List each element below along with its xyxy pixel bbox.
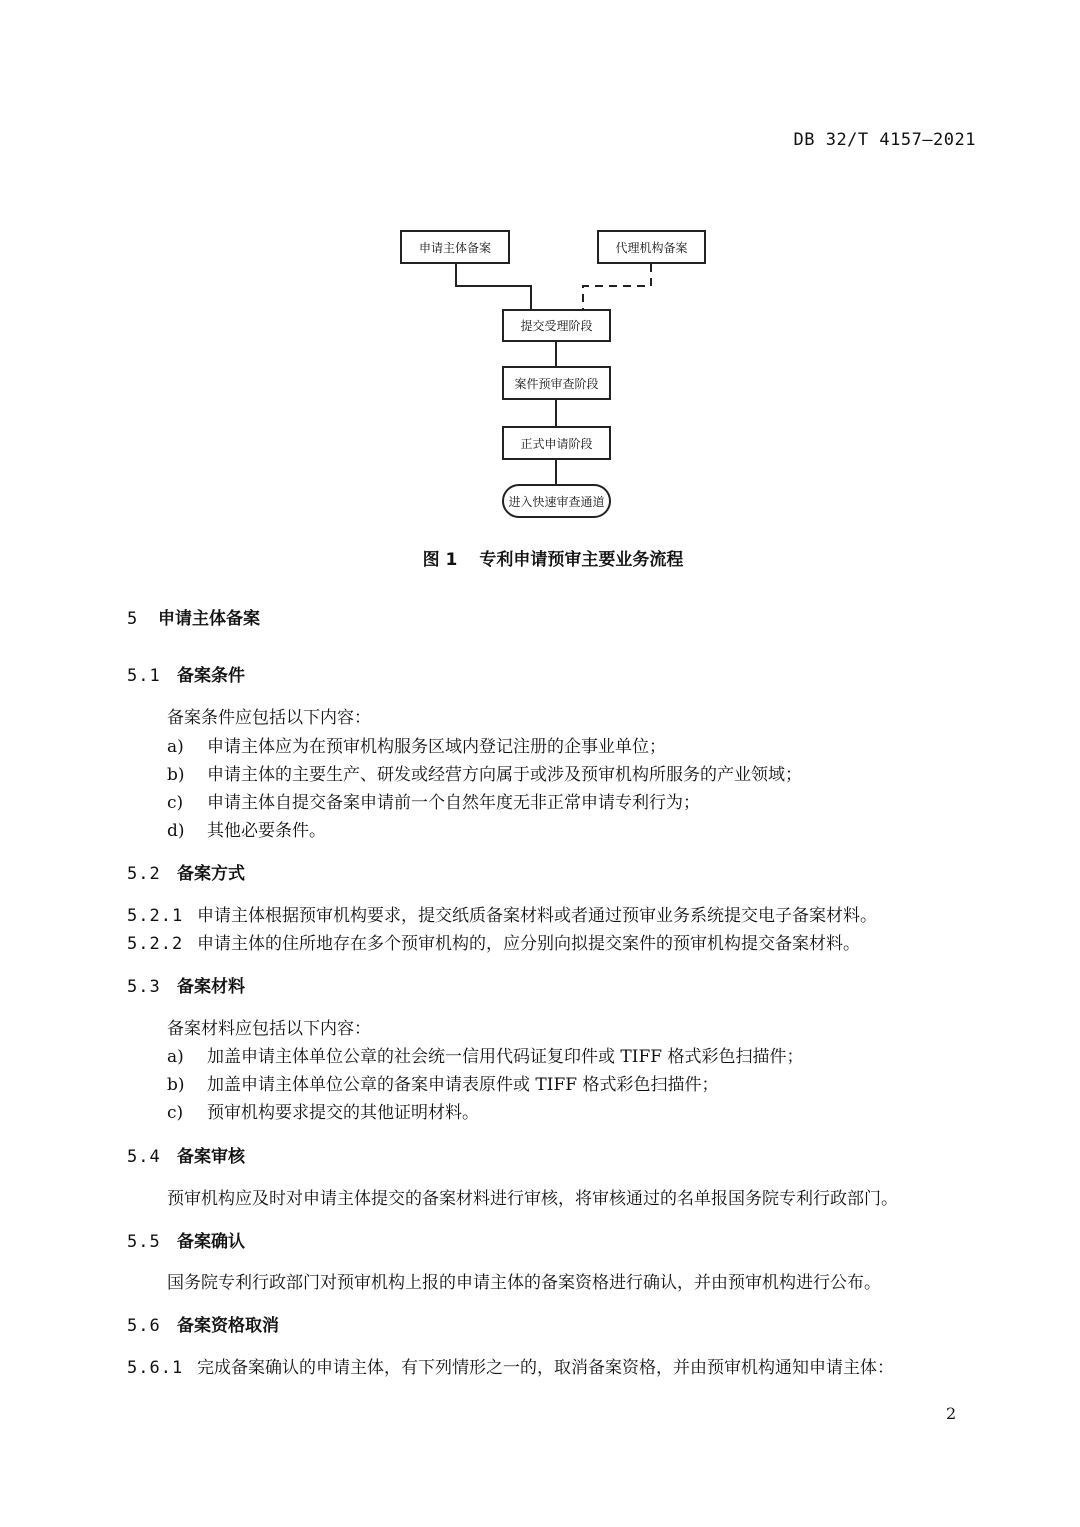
section-5-5-heading <box>127 1227 245 1252</box>
list-item <box>167 1042 803 1067</box>
flow-node-fast-track: 进入快速审查通道 <box>502 484 611 518</box>
list-text: 加盖申请主体单位公章的备案申请表原件或 TIFF 格式彩色扫描件； <box>207 1075 719 1095</box>
section-5-4-text: 预审机构应及时对申请主体提交的备案材料进行审核，将审核通过的名单报国务院专利行政部门。 <box>167 1189 898 1209</box>
connector-agency-to-submit <box>583 264 651 309</box>
clause-number: 5.2.2 <box>127 934 184 954</box>
flow-node-agency-filing: 代理机构备案 <box>597 230 706 264</box>
list-marker: a) <box>167 1047 184 1067</box>
list-text: 其他必要条件。 <box>207 821 326 841</box>
list-item <box>167 1070 718 1095</box>
list-marker: b) <box>167 1075 185 1095</box>
section-number: 5.2 <box>127 864 161 884</box>
section-number: 5.6 <box>127 1316 161 1336</box>
clause-text: 申请主体根据预审机构要求，提交纸质备案材料或者通过预审业务系统提交电子备案材料。 <box>197 906 877 926</box>
flow-node-pre-exam-stage: 案件预审查阶段 <box>502 366 611 400</box>
page-number: 2 <box>946 1404 957 1423</box>
list-item <box>167 816 326 841</box>
section-5-heading <box>127 604 260 629</box>
clause-number: 5.6.1 <box>127 1358 184 1378</box>
flow-node-submit-stage: 提交受理阶段 <box>502 309 611 342</box>
clause-5-2-1 <box>127 901 877 926</box>
section-number: 5.1 <box>127 666 161 686</box>
section-5-4-heading <box>127 1142 245 1167</box>
clause-number: 5.2.1 <box>127 906 184 926</box>
figure-title: 专利申请预审主要业务流程 <box>479 550 684 570</box>
list-marker: c) <box>167 793 184 813</box>
list-item <box>167 760 802 785</box>
list-item <box>167 1098 479 1123</box>
section-number: 5.4 <box>127 1147 161 1167</box>
section-5-6-heading <box>127 1311 279 1336</box>
section-title: 备案确认 <box>177 1232 245 1252</box>
figure-number: 图 1 <box>422 550 458 570</box>
section-title: 备案审核 <box>177 1147 245 1167</box>
standard-code: DB 32/T 4157—2021 <box>793 130 976 150</box>
section-title: 备案条件 <box>177 666 245 686</box>
connector-applicant-to-submit <box>456 264 531 309</box>
list-text: 申请主体自提交备案申请前一个自然年度无非正常申请专利行为； <box>207 793 700 813</box>
list-text: 申请主体的主要生产、研发或经营方向属于或涉及预审机构所服务的产业领域； <box>207 765 802 785</box>
clause-5-2-2 <box>127 929 860 954</box>
list-marker: d) <box>167 821 185 841</box>
list-marker: c) <box>167 1103 184 1123</box>
section-5-3-heading <box>127 972 245 997</box>
clause-text: 完成备案确认的申请主体，有下列情形之一的，取消备案资格，并由预审机构通知申请主体： <box>197 1358 894 1378</box>
list-marker: b) <box>167 765 185 785</box>
figure-caption <box>0 545 1080 570</box>
section-title: 申请主体备案 <box>158 609 260 629</box>
section-title: 备案资格取消 <box>177 1316 279 1336</box>
section-5-5-text: 国务院专利行政部门对预审机构上报的申请主体的备案资格进行确认，并由预审机构进行公布。 <box>167 1273 881 1293</box>
list-item <box>167 732 666 757</box>
section-title: 备案材料 <box>177 977 245 997</box>
section-number: 5 <box>127 609 139 629</box>
section-5-1-intro: 备案条件应包括以下内容： <box>167 708 371 728</box>
list-item <box>167 788 700 813</box>
flow-node-formal-stage: 正式申请阶段 <box>502 426 611 460</box>
section-number: 5.5 <box>127 1232 161 1252</box>
list-text: 申请主体应为在预审机构服务区域内登记注册的企事业单位； <box>207 737 666 757</box>
list-text: 预审机构要求提交的其他证明材料。 <box>207 1103 479 1123</box>
section-number: 5.3 <box>127 977 161 997</box>
section-5-2-heading <box>127 859 245 884</box>
section-5-1-heading <box>127 661 245 686</box>
list-text: 加盖申请主体单位公章的社会统一信用代码证复印件或 TIFF 格式彩色扫描件； <box>207 1047 804 1067</box>
section-title: 备案方式 <box>177 864 245 884</box>
clause-5-6-1 <box>127 1353 894 1378</box>
section-5-3-intro: 备案材料应包括以下内容： <box>167 1019 371 1039</box>
flow-node-applicant-filing: 申请主体备案 <box>400 230 510 264</box>
list-marker: a) <box>167 737 184 757</box>
clause-text: 申请主体的住所地存在多个预审机构的，应分别向拟提交案件的预审机构提交备案材料。 <box>197 934 860 954</box>
